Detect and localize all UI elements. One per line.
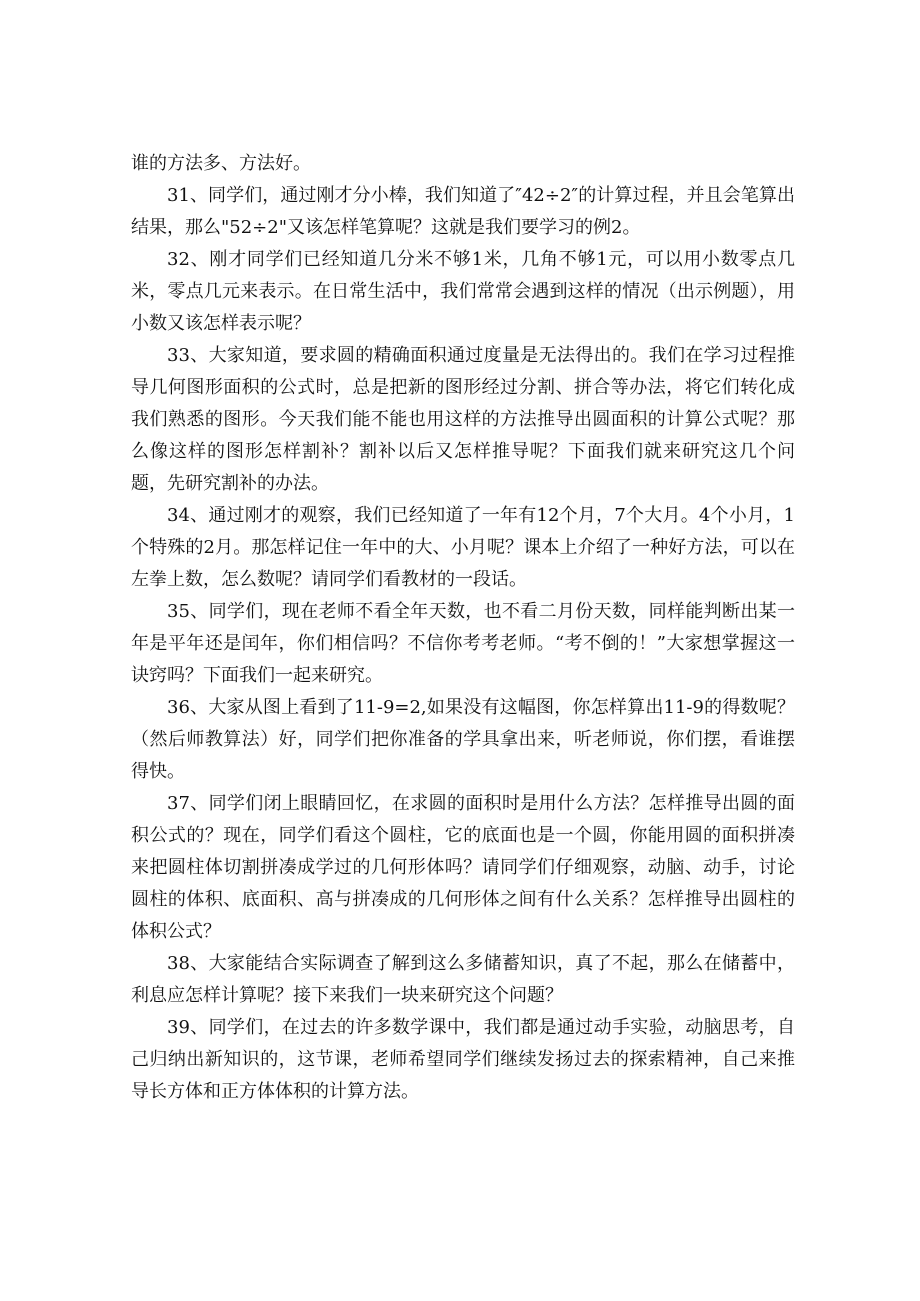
paragraph-38: 38、大家能结合实际调查了解到这么多储蓄知识，真了不起，那么在储蓄中，利息应怎样计算呢？接下来我们一块来研究这个问题？ — [131, 953, 795, 1006]
document-body — [131, 148, 795, 1108]
paragraph-32: 32、刚才同学们已经知道几分米不够1米，几角不够1元，可以用小数零点几米，零点几元来表示。在日常生活中，我们常常会遇到这样的情况（出示例题），用小数又该怎样表示呢？ — [131, 249, 795, 334]
paragraph-34: 34、通过刚才的观察，我们已经知道了一年有12个月，7个大月。4个小月，1个特殊的2月。那怎样记住一年中的大、小月呢？课本上介绍了一种好方法，可以在左拳上数，怎么数呢？请同学们看教材的一段话。 — [131, 505, 795, 590]
continuation-line: 谁的方法多、方法好。 — [131, 153, 311, 174]
paragraph-36: 36、大家从图上看到了11-9=2,如果没有这幅图，你怎样算出11-9的得数呢？（然后师教算法）好，同学们把你准备的学具拿出来，听老师说，你们摆，看谁摆得快。 — [131, 697, 795, 782]
paragraph-39: 39、同学们，在过去的许多数学课中，我们都是通过动手实验，动脑思考，自己归纳出新知识的，这节课，老师希望同学们继续发扬过去的探索精神，自己来推导长方体和正方体体积的计算方法。 — [131, 1017, 795, 1102]
paragraph-35: 35、同学们，现在老师不看全年天数，也不看二月份天数，同样能判断出某一年是平年还是闰年，你们相信吗？不信你考考老师。“考不倒的！”大家想掌握这一诀窍吗？下面我们一起来研究。 — [131, 601, 795, 686]
paragraph-33: 33、大家知道，要求圆的精确面积通过度量是无法得出的。我们在学习过程推导几何图形面积的公式时，总是把新的图形经过分割、拼合等办法，将它们转化成我们熟悉的图形。今天我们能不能也用这样的方法推导出圆面积的计算公式呢？那么像这样的图形怎样割补？割补以后又怎样推导呢？下面我们就来研究这几个问题，先研究割补的办法。 — [131, 345, 795, 494]
paragraph-31: 31、同学们，通过刚才分小棒，我们知道了″42÷2″的计算过程，并且会笔算出结果，那么"52÷2"又该怎样笔算呢？这就是我们要学习的例2。 — [131, 185, 795, 238]
paragraph-37: 37、同学们闭上眼睛回忆，在求圆的面积时是用什么方法？怎样推导出圆的面积公式的？现在，同学们看这个圆柱，它的底面也是一个圆，你能用圆的面积拼凑来把圆柱体切割拼凑成学过的几何形体吗？请同学们仔细观察，动脑、动手，讨论圆柱的体积、底面积、高与拼凑成的几何形体之间有什么关系？怎样推导出圆柱的体积公式？ — [131, 793, 795, 942]
